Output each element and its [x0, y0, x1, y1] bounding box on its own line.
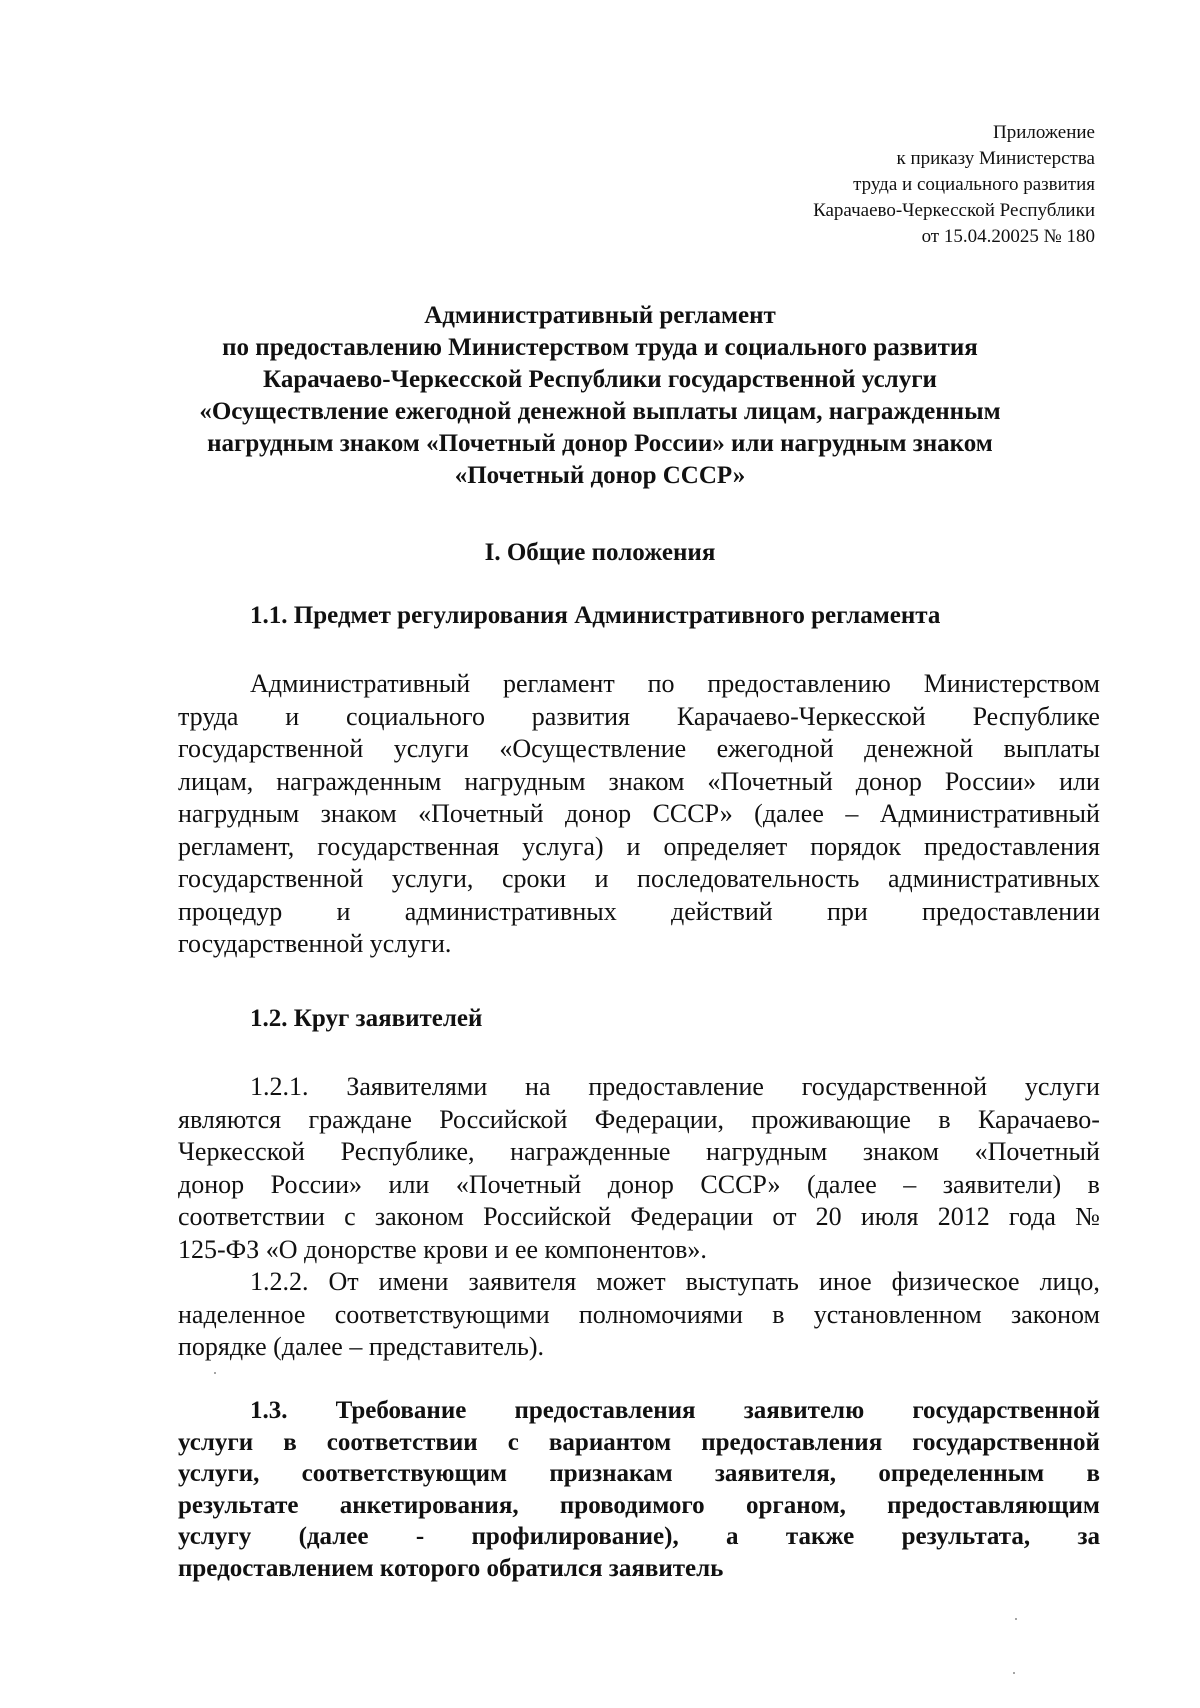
- text-line: 1.2.1. Заявителями на предоставление государственной услуги: [250, 1072, 1100, 1101]
- text-line: наделенное соответствующими полномочиями в установленном законом: [178, 1299, 1100, 1329]
- section-heading: I. Общие положения: [484, 539, 716, 566]
- text-line: 1.2.2. От имени заявителя может выступать иное физическое лицо,: [250, 1267, 1100, 1296]
- text-line: 125-ФЗ «О донорстве крови и ее компонентов».: [178, 1234, 707, 1264]
- text-line: донор России» или «Почетный донор СССР» (далее – заявители) в: [178, 1169, 1100, 1199]
- text-line: процедур и административных действий при предоставлении: [178, 896, 1100, 926]
- annex-line: Карачаево-Черкесской Республики: [813, 200, 1095, 221]
- text-line: соответствии с законом Российской Федерации от 20 июля 2012 года №: [178, 1202, 1100, 1231]
- text-line: регламент, государственная услуга) и определяет порядок предоставления: [178, 831, 1100, 861]
- annex-line: от 15.04.20025 № 180: [921, 226, 1095, 247]
- annex-header: [813, 120, 1095, 250]
- title-line: «Почетный донор СССР»: [454, 462, 746, 489]
- text-line: государственной услуги.: [178, 929, 452, 958]
- text-line: нагрудным знаком «Почетный донор СССР» (далее – Административный: [178, 799, 1100, 828]
- text-line: результате анкетирования, проводимого органом, предоставляющим: [178, 1491, 1100, 1519]
- subsection-heading-1-1: 1.1. Предмет регулирования Административного регламента: [250, 602, 941, 629]
- annex-line: Приложение: [993, 122, 1095, 143]
- text-line: Черкесской Республике, награжденные нагрудным знаком «Почетный: [178, 1137, 1100, 1166]
- text-line: труда и социального развития Карачаево-Черкесской Республике: [178, 701, 1100, 731]
- text-line: услуги в соответствии с вариантом предоставления государственной: [178, 1428, 1100, 1456]
- paragraph-1-2: [178, 1071, 1100, 1364]
- subsection-heading-1-3: [178, 1395, 1100, 1584]
- title-line: по предоставлению Министерством труда и социального развития: [222, 334, 978, 361]
- text-line: услугу (далее - профилирование), а также результата, за: [178, 1523, 1100, 1550]
- subsection-heading-1-2: 1.2. Круг заявителей: [250, 1005, 483, 1032]
- text-line: Административный регламент по предоставлению Министерством: [250, 669, 1100, 698]
- annex-line: труда и социального развития: [853, 174, 1095, 195]
- text-line: предоставлением которого обратился заявитель: [178, 1554, 724, 1582]
- text-line: являются граждане Российской Федерации, проживающие в Карачаево-: [178, 1104, 1100, 1134]
- title-line: Карачаево-Черкесской Республики государственной услуги: [263, 366, 937, 393]
- document-title: [150, 300, 1050, 492]
- scan-speck: [1013, 1672, 1015, 1674]
- text-line: лицам, награжденным нагрудным знаком «Почетный донор России» или: [178, 766, 1100, 796]
- annex-line: к приказу Министерства: [896, 148, 1095, 169]
- text-line: 1.3. Требование предоставления заявителю государственной: [250, 1397, 1100, 1424]
- title-line: Административный регламент: [424, 302, 776, 329]
- text-line: услуги, соответствующим признакам заявителя, определенным в: [178, 1460, 1100, 1487]
- text-line: государственной услуги, сроки и последовательность административных: [178, 864, 1100, 893]
- scan-speck: [214, 1372, 216, 1374]
- title-line: нагрудным знаком «Почетный донор России» или нагрудным знаком: [207, 430, 993, 457]
- paragraph-1-1: [178, 668, 1100, 961]
- text-line: государственной услуги «Осуществление ежегодной денежной выплаты: [178, 734, 1100, 763]
- title-line: «Осуществление ежегодной денежной выплаты лицам, награжденным: [199, 398, 1001, 425]
- scan-speck: [1015, 1618, 1017, 1620]
- text-line: порядке (далее – представитель).: [178, 1332, 545, 1361]
